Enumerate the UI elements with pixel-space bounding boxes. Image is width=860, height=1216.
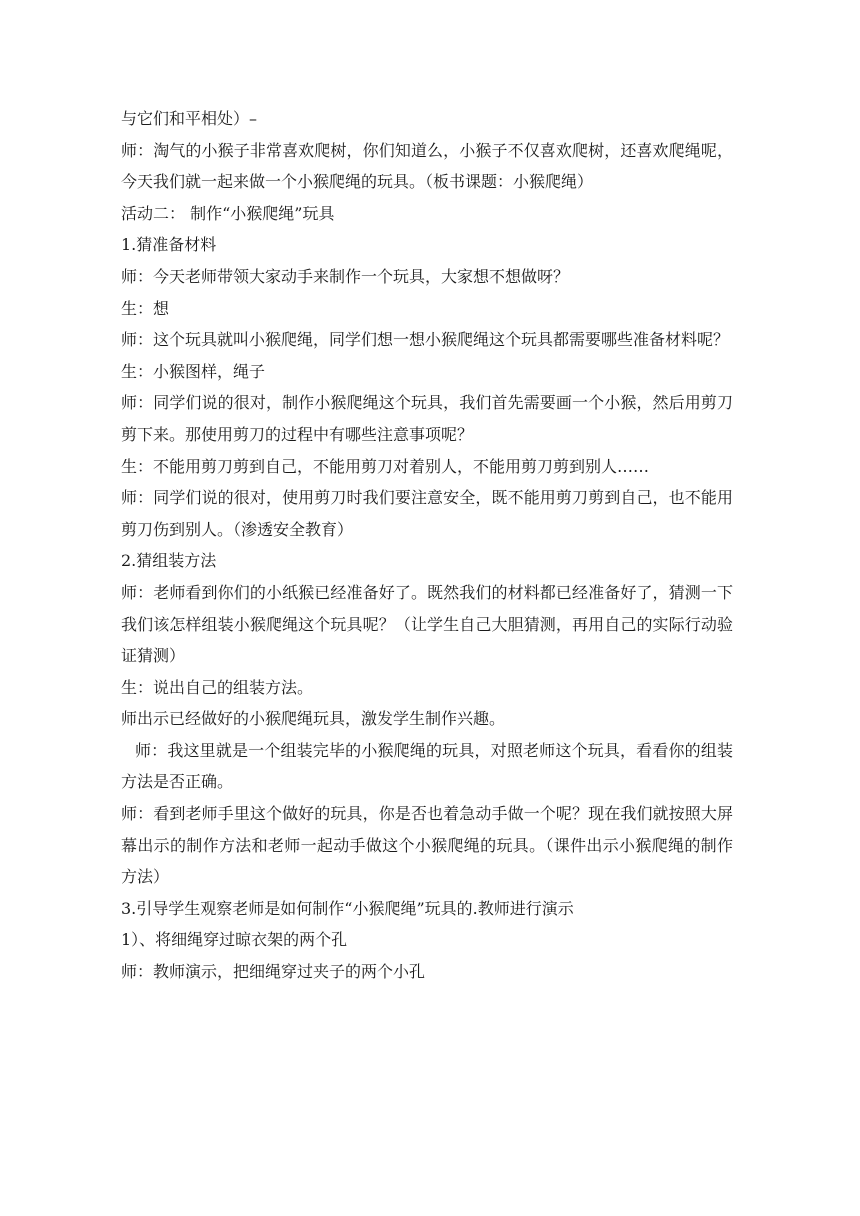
- step-heading: 3.引导学生观察老师是如何制作“小猴爬绳”玩具的.教师进行演示: [121, 898, 574, 918]
- paragraph: 师：我这里就是一个组装完毕的小猴爬绳的玩具，对照老师这个玩具，看看你的组装方法是否正确。: [121, 740, 733, 792]
- paragraph: 师：同学们说的很对，制作小猴爬绳这个玩具，我们首先需要画一个小猴，然后用剪刀剪下来。那使用剪刀的过程中有哪些注意事项呢？: [121, 393, 733, 444]
- paragraph: 师：今天老师带领大家动手来制作一个玩具，大家想不想做呀？: [121, 266, 570, 286]
- paragraph: 师：看到老师手里这个做好的玩具，你是否也着急动手做一个呢？现在我们就按照大屏幕出示的制作方法和老师一起动手做这个小猴爬绳的玩具。（课件出示小猴爬绳的制作方法）: [121, 804, 733, 887]
- step-heading: 2.猜组装方法: [121, 551, 217, 571]
- paragraph: 师出示已经做好的小猴爬绳玩具，激发学生制作兴趣。: [121, 709, 506, 729]
- paragraph: 生：小猴图样，绳子: [121, 361, 266, 381]
- paragraph: 师：这个玩具就叫小猴爬绳，同学们想一想小猴爬绳这个玩具都需要哪些准备材料呢？: [121, 330, 730, 350]
- paragraph: 生：说出自己的组装方法。: [121, 677, 314, 697]
- paragraph: 生：想: [121, 298, 170, 318]
- paragraph: 师：淘气的小猴子非常喜欢爬树，你们知道么，小猴子不仅喜欢爬树，还喜欢爬绳呢，今天我们就一起来做一个小猴爬绳的玩具。（板书课题：小猴爬绳）: [121, 140, 733, 192]
- step-heading: 1.猜准备材料: [121, 235, 217, 255]
- paragraph: 师：老师看到你们的小纸猴已经准备好了。既然我们的材料都已经准备好了，猜测一下我们该怎样组装小猴爬绳这个玩具呢？（让学生自己大胆猜测，再用自己的实际行动验证猜测）: [121, 582, 733, 666]
- section-heading: 活动二： 制作“小猴爬绳”玩具: [121, 203, 335, 223]
- paragraph: 师：同学们说的很对，使用剪刀时我们要注意安全，既不能用剪刀剪到自己，也不能用剪刀伤到别人。（渗透安全教育）: [121, 488, 733, 539]
- document-body: [121, 103, 733, 988]
- paragraph: 师：教师演示，把细绳穿过夹子的两个小孔: [121, 962, 426, 982]
- paragraph: 与它们和平相处）–: [121, 109, 258, 128]
- paragraph: 生：不能用剪刀剪到自己，不能用剪刀对着别人，不能用剪刀剪到别人……: [121, 456, 650, 476]
- sub-step: 1）、将细绳穿过晾衣架的两个孔: [121, 930, 348, 950]
